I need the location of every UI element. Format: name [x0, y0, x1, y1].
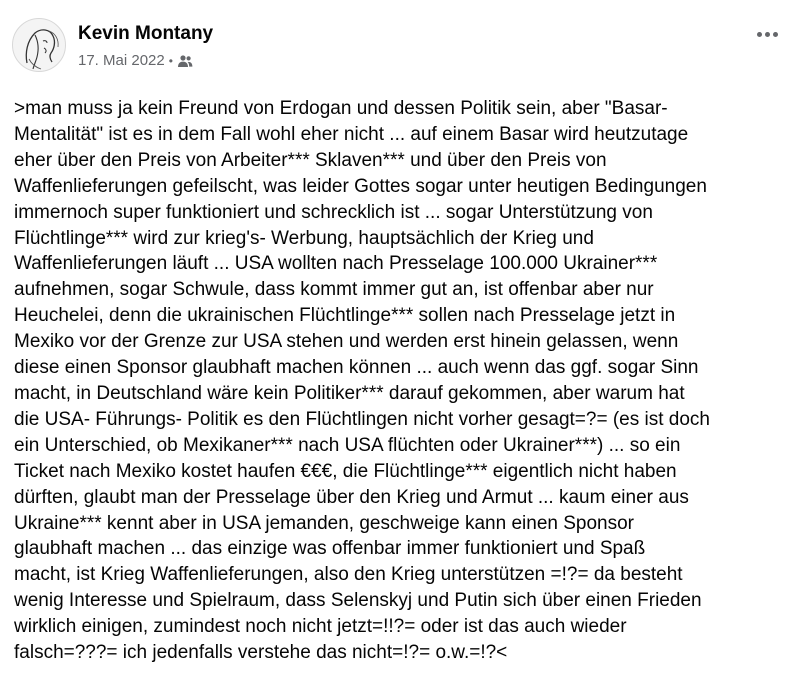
post-text-line: Waffenlieferungen gefeilscht, was leider Gottes sogar unter heutigen Bedingungen — [14, 175, 707, 197]
post-text-line: immernoch super funktioniert und schrecklich ist ... sogar Unterstützung von — [14, 201, 653, 223]
post-text — [14, 96, 789, 666]
post-text-line: Waffenlieferungen läuft ... USA wollten nach Presselage 100.000 Ukrainer*** — [14, 253, 658, 275]
post-text-line: eher über den Preis von Arbeiter*** Sklaven*** und über den Preis von — [14, 149, 607, 171]
post-text-line: macht, in Deutschland wäre kein Politiker*** darauf gekommen, aber warum hat — [14, 382, 685, 404]
post-text-line: wenig Interesse und Spielraum, dass Selenskyj und Putin sich über einen Frieden — [14, 590, 702, 612]
post-text-line: >man muss ja kein Freund von Erdogan und dessen Politik sein, aber "Basar- — [14, 98, 668, 119]
post-text-line: Mentalität" ist es in dem Fall wohl eher nicht ... auf einem Basar wird heutzutage — [14, 123, 689, 145]
post-text-line: Heuchelei, denn die ukrainischen Flüchtlinge*** sollen nach Presselage jetzt in — [14, 305, 676, 327]
more-options-button[interactable] — [749, 20, 785, 48]
friends-icon[interactable] — [177, 54, 193, 68]
meta-separator: • — [168, 53, 173, 68]
avatar[interactable] — [12, 18, 66, 72]
post-text-line: diese einen Sponsor glaubhaft machen können ... auch wenn das ggf. sogar Sinn — [14, 357, 699, 379]
post-meta — [78, 52, 193, 69]
post-text-line: ein Unterschied, ob Mexikaner*** nach USA flüchten oder Ukrainer***) ... so ein — [14, 434, 681, 456]
post-text-line: wirklich einigen, zumindest noch nicht jetzt=!!?= oder ist das auch wieder — [14, 616, 627, 638]
post-text-line: falsch=???= ich jedenfalls verstehe das nicht=!?= o.w.=!?< — [14, 642, 508, 664]
post-text-line: Flüchtlinge*** wird zur krieg's- Werbung, hauptsächlich der Krieg und — [14, 227, 594, 249]
post-text-line: macht, ist Krieg Waffenlieferungen, also den Krieg unterstützen =!?= da besteht — [14, 564, 683, 586]
avatar-sketch-icon — [13, 19, 66, 72]
post-date[interactable]: 17. Mai 2022 — [78, 52, 165, 69]
more-horizontal-icon — [757, 32, 762, 37]
author-name[interactable]: Kevin Montany — [78, 23, 214, 44]
post-text-line: die USA- Führungs- Politik es den Flüchtlingen nicht vorher gesagt=?= (es ist doch — [14, 408, 710, 430]
post-text-line: glaubhaft machen ... das einzige was offenbar immer funktioniert und Spaß — [14, 538, 646, 560]
post-text-line: Ticket nach Mexiko kostet haufen €€€, die Flüchtlinge*** eigentlich nicht haben — [14, 460, 677, 482]
post-text-line: Ukraine*** kennt aber in USA jemanden, geschweige kann einen Sponsor — [14, 512, 635, 534]
post-header — [12, 18, 785, 78]
post-text-line: Mexiko vor der Grenze zur USA stehen und werden erst hinein gelassen, wenn — [14, 331, 679, 353]
post-text-line: dürften, glaubt man der Presselage über den Krieg und Armut ... kaum einer aus — [14, 486, 689, 508]
post-text-line: aufnehmen, sogar Schwule, dass kommt immer gut an, ist offenbar aber nur — [14, 279, 654, 301]
